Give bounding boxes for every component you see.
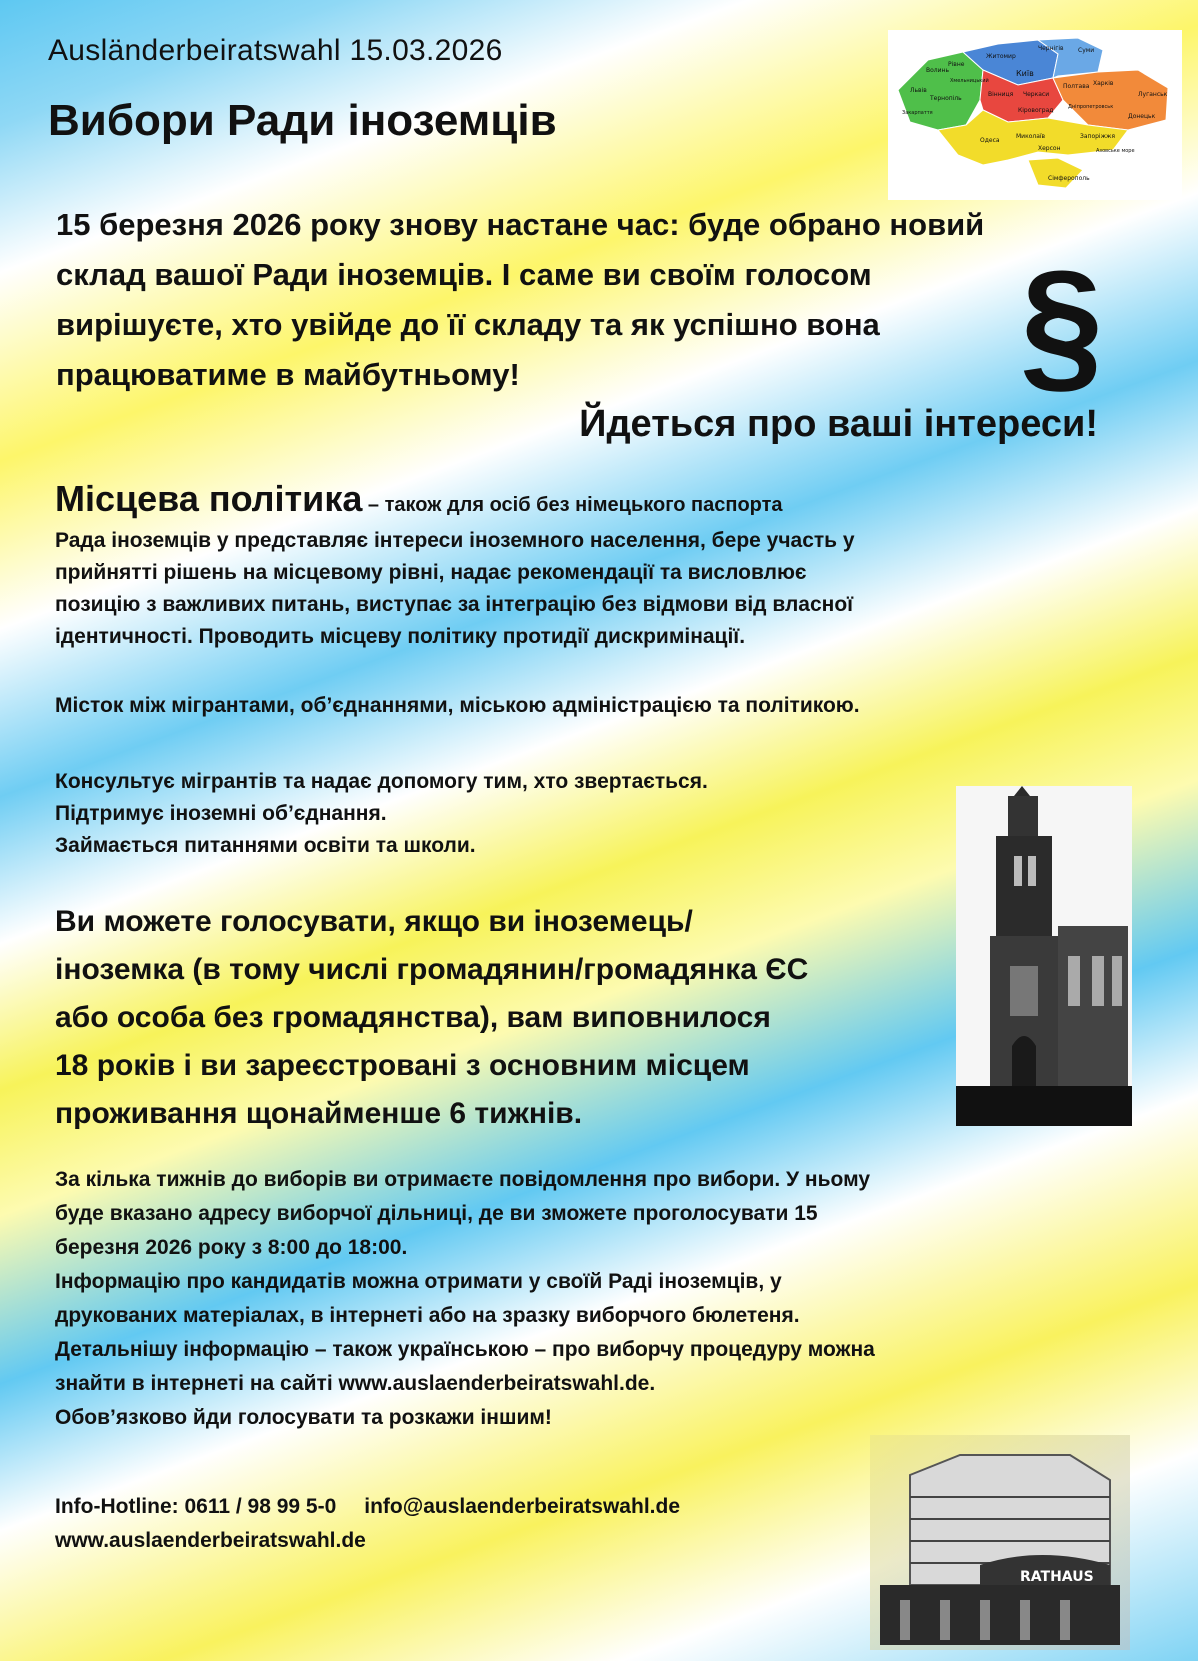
- map-label: Львів: [910, 87, 927, 94]
- service-item: Підтримує іноземні об’єднання.: [55, 802, 387, 825]
- info-line: Детальнішу інформацію – також українською – про виборчу процедуру можна: [55, 1338, 875, 1361]
- info-line: березня 2026 року з 8:00 до 18:00.: [55, 1236, 408, 1259]
- map-label: Кіровоград: [1018, 107, 1054, 114]
- description-line: позицію з важливих питань, виступає за інтеграцію без відмови від власної: [55, 593, 854, 616]
- services-list: [55, 766, 708, 862]
- map-label-kyiv: Київ: [1016, 69, 1034, 78]
- local-politics-title: Місцева політика: [55, 478, 363, 519]
- description-line: Рада іноземців у представляє інтереси іноземного населення, бере участь у: [55, 529, 855, 552]
- info-line: друкованих матеріалах, в інтернеті або на зразку виборчого бюлетеня.: [55, 1304, 800, 1327]
- map-label: Рівне: [948, 61, 965, 68]
- map-label: Житомир: [986, 53, 1016, 60]
- rathaus-sign: RATHAUS: [1020, 1569, 1094, 1585]
- info-line: За кілька тижнів до виборів ви отримаєте повідомлення про вибори. У ньому: [55, 1168, 871, 1191]
- map-label: Запоріжжя: [1080, 133, 1116, 140]
- map-label: Хмельницький: [950, 78, 989, 84]
- description-line: ідентичності. Проводить місцеву політику протидії дискримінації.: [55, 625, 746, 648]
- intro-line: вирішуєте, хто увійде до її складу та як успішно вона: [56, 307, 880, 342]
- top-title: Ausländerbeiratswahl 15.03.2026: [48, 34, 503, 67]
- map-label: Миколаїв: [1016, 133, 1046, 140]
- website-link[interactable]: www.auslaenderbeiratswahl.de: [55, 1529, 366, 1552]
- paragraph-sign-icon: §: [1020, 239, 1104, 407]
- eligibility-line: Ви можете голосувати, якщо ви іноземець/: [55, 905, 693, 938]
- map-label: Черкаси: [1023, 91, 1050, 98]
- contact-info: [55, 1490, 680, 1558]
- intro-text: [56, 200, 1106, 407]
- map-label: Харків: [1093, 80, 1114, 87]
- council-description: [55, 525, 1065, 653]
- hotline-text: Info-Hotline: 0611 / 98 99 5-0: [55, 1495, 337, 1518]
- intro-line: склад вашої Ради іноземців. І саме ви своїм голосом: [56, 257, 872, 292]
- map-label: Суми: [1078, 47, 1095, 54]
- map-label: Чернігів: [1038, 45, 1064, 52]
- bridge-text: Місток між мігрантами, об’єднаннями, міською адміністрацією та політикою.: [55, 694, 860, 717]
- local-politics-subtitle: – також для осіб без німецького паспорта: [362, 494, 783, 516]
- eligibility-line: або особа без громадянства), вам виповнилося: [55, 1001, 771, 1034]
- local-politics-heading: [55, 478, 1055, 520]
- email-link[interactable]: info@auslaenderbeiratswahl.de: [364, 1495, 680, 1518]
- map-label: Волинь: [926, 67, 949, 74]
- eligibility-line: 18 років і ви зареєстровані з основним місцем: [55, 1049, 750, 1082]
- map-label: Тернопіль: [930, 95, 962, 102]
- map-label: Полтава: [1063, 83, 1090, 90]
- church-photo: [956, 786, 1132, 1126]
- info-line: Обов’язково йди голосувати та розкажи іншим!: [55, 1406, 552, 1429]
- map-label: Одеса: [980, 137, 1000, 144]
- eligibility-text: [55, 898, 955, 1138]
- map-label: Донецьк: [1128, 113, 1156, 120]
- service-item: Займається питаннями освіти та школи.: [55, 834, 476, 857]
- description-line: прийнятті рішень на місцевому рівні, надає рекомендації та висловлює: [55, 561, 807, 584]
- voting-info: [55, 1163, 1135, 1435]
- map-label: Вінниця: [988, 91, 1014, 98]
- info-line: Інформацію про кандидатів можна отримати у своїй Раді іноземців, у: [55, 1270, 782, 1293]
- service-item: Консультує мігрантів та надає допомогу тим, хто звертається.: [55, 770, 708, 793]
- map-label: Азовське море: [1096, 148, 1135, 154]
- interests-slogan: Йдеться про ваші інтереси!: [579, 403, 1098, 445]
- map-label: Луганськ: [1138, 91, 1168, 98]
- intro-line: працюватиме в майбутньому!: [56, 357, 520, 392]
- map-label: Херсон: [1038, 145, 1061, 152]
- intro-line: 15 березня 2026 року знову настане час: буде обрано новий: [56, 207, 985, 242]
- info-line: буде вказано адресу виборчої дільниці, де ви зможете проголосувати 15: [55, 1202, 818, 1225]
- city-hall-photo: [870, 1435, 1130, 1650]
- map-label: Дніпропетровськ: [1068, 104, 1114, 110]
- eligibility-line: іноземка (в тому числі громадянин/громадянка ЄС: [55, 953, 809, 986]
- page-title: Вибори Ради іноземців: [48, 96, 557, 145]
- ukraine-map-image: [888, 30, 1182, 200]
- info-line: знайти в інтернеті на сайті www.auslaenderbeiratswahl.de.: [55, 1372, 656, 1395]
- map-label: Сімферополь: [1048, 175, 1090, 182]
- eligibility-line: проживання щонайменше 6 тижнів.: [55, 1097, 583, 1130]
- map-label: Закарпаття: [902, 110, 933, 116]
